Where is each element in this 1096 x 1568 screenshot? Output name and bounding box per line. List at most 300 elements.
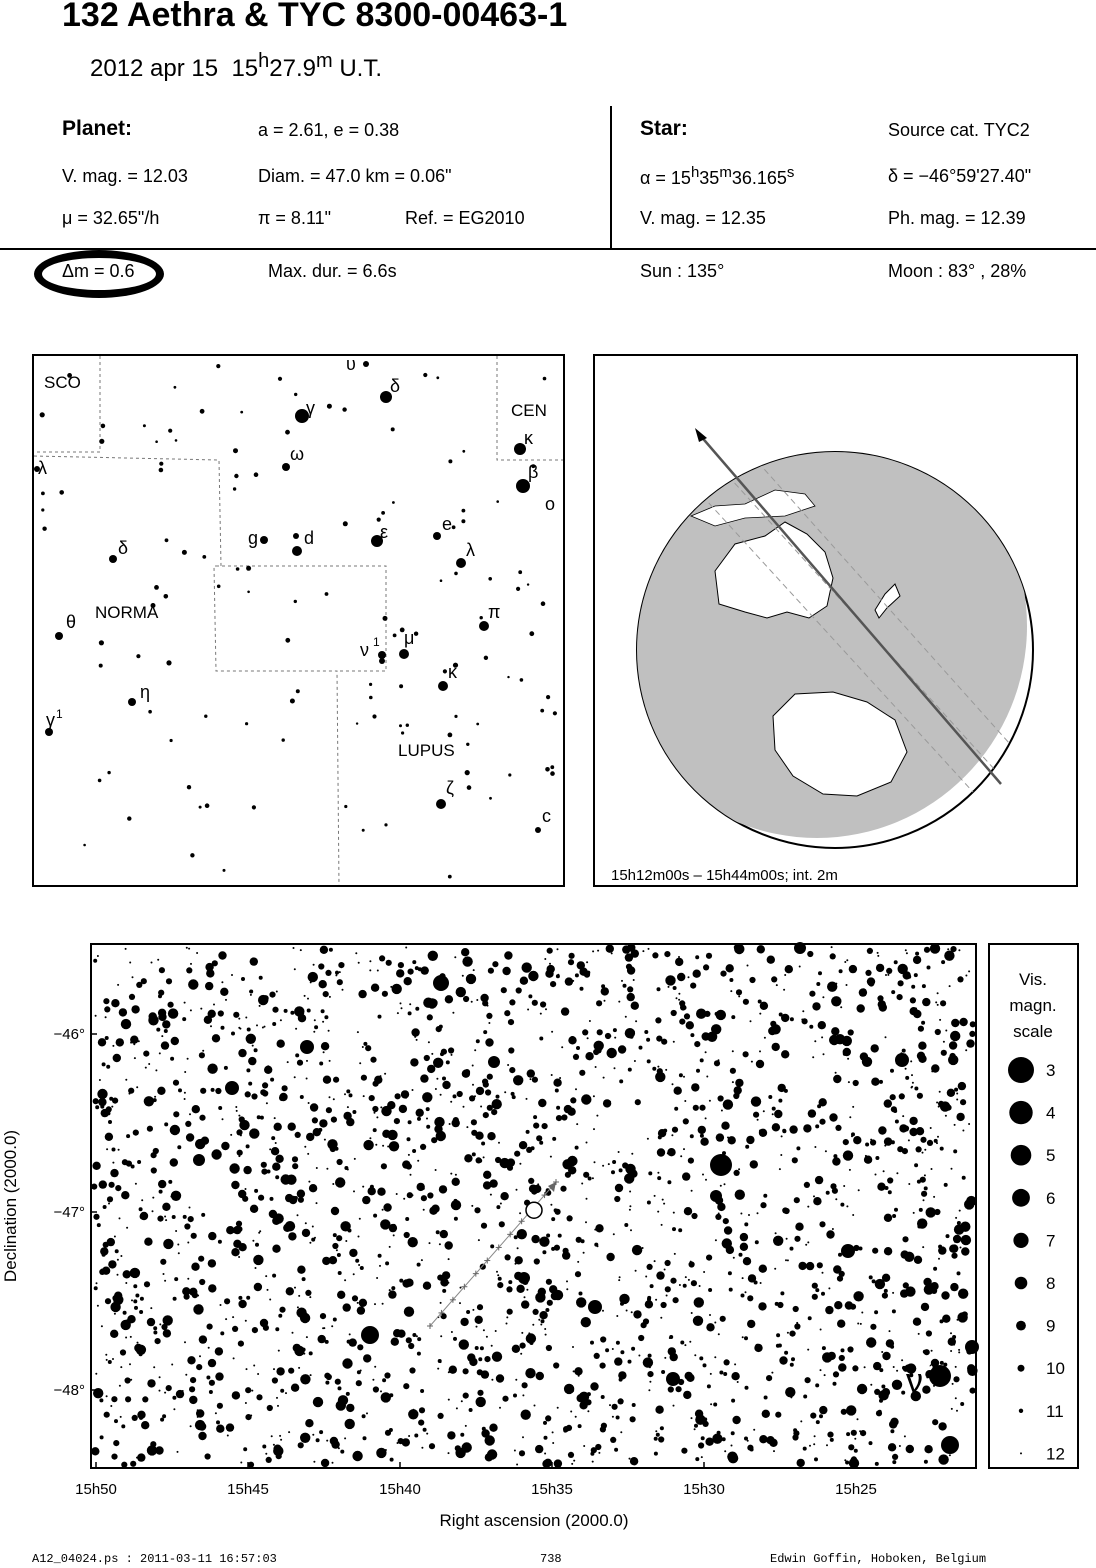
chart-star <box>159 967 165 973</box>
chart-star <box>899 1093 905 1099</box>
chart-star <box>888 1443 896 1451</box>
chart-star <box>798 1262 806 1270</box>
chart-star <box>445 1241 453 1249</box>
chart-star <box>645 1300 653 1308</box>
finder-star <box>423 373 427 377</box>
chart-star <box>906 952 908 954</box>
chart-star <box>476 1087 484 1095</box>
chart-star <box>757 945 765 953</box>
chart-star <box>889 1420 897 1428</box>
chart-star <box>481 1429 489 1437</box>
finder-star <box>282 738 285 741</box>
chart-star <box>374 1076 382 1084</box>
chart-star <box>276 1453 282 1459</box>
chart-star <box>945 1105 951 1111</box>
chart-star <box>423 1209 425 1211</box>
chart-star <box>375 1144 377 1146</box>
chart-star <box>238 1296 242 1300</box>
chart-star <box>602 1310 604 1312</box>
chart-star <box>750 1160 758 1168</box>
chart-star <box>955 1397 957 1399</box>
chart-star <box>101 1269 105 1273</box>
chart-star <box>487 1105 493 1111</box>
chart-star <box>878 1390 888 1400</box>
chart-star <box>951 1168 953 1170</box>
label-zeta: ζ <box>446 778 454 798</box>
chart-star <box>276 1397 278 1399</box>
chart-star <box>526 1098 528 1100</box>
finder-chart-svg <box>34 356 563 885</box>
chart-star <box>935 1001 937 1003</box>
chart-star <box>825 1150 827 1152</box>
chart-star <box>958 1349 960 1351</box>
chart-star <box>348 1229 352 1233</box>
finder-star <box>456 558 466 568</box>
chart-star <box>366 1412 368 1414</box>
chart-star <box>940 1361 944 1365</box>
chart-star <box>152 1210 154 1212</box>
finder-star <box>440 579 443 582</box>
chart-star <box>938 1258 940 1260</box>
chart-star <box>391 1286 395 1290</box>
chart-star <box>137 1411 145 1419</box>
chart-star <box>312 1226 314 1228</box>
chart-star <box>99 1180 107 1188</box>
finder-star <box>379 658 385 664</box>
chart-star <box>808 1316 812 1320</box>
chart-star <box>709 1314 711 1316</box>
chart-star <box>385 1261 389 1265</box>
chart-star <box>857 1323 859 1325</box>
chart-star <box>111 1454 117 1460</box>
chart-star <box>763 1194 767 1198</box>
chart-star <box>819 1221 825 1227</box>
chart-star <box>879 1399 883 1403</box>
chart-star <box>540 1001 546 1007</box>
chart-star <box>384 1073 386 1075</box>
chart-star <box>447 1431 455 1439</box>
chart-star <box>684 1013 690 1019</box>
chart-star <box>789 1331 795 1337</box>
x-tick-label: 15h35 <box>531 1481 573 1498</box>
chart-star <box>306 1078 308 1080</box>
chart-star <box>419 1407 425 1413</box>
chart-star <box>655 1017 661 1023</box>
finder-star <box>294 600 297 603</box>
chart-star <box>362 1196 370 1204</box>
chart-star <box>538 1099 546 1107</box>
chart-star <box>248 1057 256 1065</box>
chart-star <box>965 1340 979 1354</box>
chart-star <box>313 1461 315 1463</box>
star-heading: Star: <box>640 117 688 140</box>
chart-star <box>587 1037 589 1039</box>
chart-star <box>703 964 709 970</box>
chart-star <box>290 1011 294 1015</box>
chart-star <box>920 1177 926 1183</box>
chart-star <box>683 1006 687 1010</box>
chart-star <box>577 1394 585 1402</box>
chart-star <box>420 1074 428 1082</box>
chart-star <box>938 1246 946 1254</box>
chart-star <box>732 1050 734 1052</box>
chart-star <box>956 1099 958 1101</box>
chart-star <box>667 1148 675 1156</box>
chart-star <box>674 1107 678 1111</box>
chart-star <box>646 1038 650 1042</box>
planet-parallax: π = 8.11" <box>258 208 332 228</box>
chart-star <box>937 1136 939 1138</box>
chart-star <box>654 1195 656 1197</box>
chart-star <box>571 1463 573 1465</box>
chart-star <box>378 1254 382 1258</box>
chart-star <box>921 1191 927 1197</box>
chart-star <box>442 1081 450 1089</box>
chart-star <box>601 987 609 995</box>
chart-star <box>459 1302 461 1304</box>
chart-star <box>558 1234 562 1238</box>
chart-star <box>881 1351 883 1353</box>
chart-star <box>575 1416 577 1418</box>
chart-star <box>105 1016 107 1018</box>
chart-star <box>484 1356 490 1362</box>
chart-star <box>207 1324 213 1330</box>
chart-star <box>294 968 296 970</box>
chart-star <box>134 1057 136 1059</box>
chart-star <box>914 973 918 977</box>
chart-star <box>173 1297 177 1301</box>
chart-star <box>611 1170 615 1174</box>
chart-star <box>767 956 775 964</box>
chart-star <box>106 1359 108 1361</box>
chart-star <box>844 961 846 963</box>
chart-star <box>749 977 755 983</box>
chart-star <box>615 1184 623 1192</box>
chart-star <box>614 1067 616 1069</box>
chart-star <box>901 1391 905 1395</box>
y-tick-label: −47° <box>53 1204 85 1221</box>
finder-star <box>391 427 395 431</box>
chart-star <box>344 1093 346 1095</box>
chart-star <box>822 1272 824 1274</box>
chart-star <box>657 1172 659 1174</box>
chart-star <box>245 1091 251 1097</box>
chart-star <box>357 1344 363 1350</box>
chart-star <box>208 1284 216 1292</box>
chart-star <box>487 1074 493 1080</box>
finder-star <box>518 570 522 574</box>
chart-star <box>335 1177 345 1187</box>
chart-star <box>321 1459 329 1467</box>
chart-star <box>559 1077 561 1079</box>
chart-star <box>125 948 127 950</box>
y-tick-label: −46° <box>53 1026 85 1043</box>
chart-star <box>271 1136 275 1140</box>
chart-star <box>934 1139 938 1143</box>
chart-star <box>705 1179 707 1181</box>
chart-star <box>552 1442 554 1444</box>
chart-star <box>961 1235 971 1245</box>
chart-star <box>258 995 268 1005</box>
chart-star <box>276 991 278 993</box>
chart-star <box>365 1045 371 1051</box>
chart-star <box>530 1078 532 1080</box>
chart-star <box>452 1178 460 1186</box>
label-pi: π <box>488 602 501 622</box>
chart-star <box>840 1006 842 1008</box>
chart-star <box>495 1157 501 1163</box>
chart-star <box>335 974 337 976</box>
chart-star <box>562 1251 570 1259</box>
chart-star <box>809 991 815 997</box>
finder-star <box>99 640 104 645</box>
chart-star <box>162 1020 170 1028</box>
finder-star <box>546 695 550 699</box>
chart-star <box>647 1059 651 1063</box>
chart-star <box>428 1041 430 1043</box>
chart-star <box>164 1280 166 1282</box>
chart-star <box>353 1190 355 1192</box>
chart-star <box>324 1015 328 1019</box>
chart-star <box>162 1203 170 1211</box>
chart-star <box>159 1376 161 1378</box>
chart-star <box>701 1436 705 1440</box>
chart-star <box>888 1190 892 1194</box>
chart-star <box>125 1396 131 1402</box>
legend-mag-label: 6 <box>1046 1188 1056 1208</box>
chart-star <box>933 1065 937 1069</box>
chart-star <box>295 1132 301 1138</box>
finder-star <box>325 592 329 596</box>
planet-vmag: V. mag. = 12.03 <box>62 166 188 186</box>
chart-star <box>408 1011 412 1015</box>
chart-star <box>563 1426 569 1432</box>
chart-star <box>528 971 538 981</box>
chart-star <box>137 1453 145 1461</box>
chart-star <box>426 1433 428 1435</box>
chart-star <box>173 1080 179 1086</box>
chart-star <box>926 1330 932 1336</box>
chart-star <box>506 1323 508 1325</box>
chart-star <box>394 1118 400 1124</box>
chart-star <box>428 951 438 961</box>
footer-author: Edwin Goffin, Hoboken, Belgium <box>770 1552 987 1566</box>
chart-star <box>849 965 857 973</box>
chart-star <box>817 1262 823 1268</box>
chart-star <box>433 1058 443 1068</box>
chart-star <box>724 1359 730 1365</box>
chart-star <box>898 964 908 974</box>
chart-star <box>272 1274 276 1278</box>
chart-star <box>466 1126 468 1128</box>
chart-star <box>288 1368 294 1374</box>
chart-star <box>440 1121 442 1123</box>
chart-star <box>168 1180 172 1184</box>
x-tick-label: 15h40 <box>379 1481 421 1498</box>
chart-star <box>141 1421 149 1429</box>
chart-star <box>221 981 223 983</box>
chart-star <box>730 1068 736 1074</box>
chart-star <box>306 1060 308 1062</box>
chart-star <box>154 1096 156 1098</box>
chart-star <box>99 1079 101 1081</box>
chart-star <box>455 1448 465 1458</box>
chart-star <box>594 1353 600 1359</box>
chart-star <box>508 1047 514 1053</box>
chart-star <box>205 963 213 971</box>
chart-star <box>379 1265 381 1267</box>
chart-star <box>405 1217 409 1221</box>
chart-star <box>966 1039 974 1047</box>
chart-star <box>843 1185 845 1187</box>
chart-star <box>941 1291 949 1299</box>
chart-star <box>521 1300 529 1308</box>
chart-star <box>193 1154 205 1166</box>
chart-star <box>532 1074 534 1076</box>
chart-star <box>440 1335 442 1337</box>
const-sco: SCO <box>44 373 81 392</box>
chart-star <box>708 1288 712 1292</box>
chart-star <box>418 1420 424 1426</box>
chart-star <box>280 1019 282 1021</box>
chart-star <box>272 1022 276 1026</box>
chart-star <box>382 1209 384 1211</box>
chart-star <box>126 1134 130 1138</box>
chart-star <box>854 1449 858 1453</box>
chart-star <box>332 1183 334 1185</box>
table-divider-horizontal <box>0 248 1096 250</box>
chart-star <box>231 1248 239 1256</box>
chart-star <box>594 1229 596 1231</box>
chart-star <box>945 1115 947 1117</box>
chart-star <box>347 1340 351 1344</box>
chart-star <box>300 1040 314 1054</box>
chart-star <box>300 1433 310 1443</box>
chart-star <box>593 1128 595 1130</box>
chart-star <box>864 1366 866 1368</box>
chart-star <box>848 1081 850 1083</box>
finder-star <box>155 440 158 443</box>
chart-star <box>619 1079 623 1083</box>
legend-dot <box>1015 1277 1028 1290</box>
chart-star <box>408 1120 412 1124</box>
chart-star <box>931 1168 933 1170</box>
chart-star <box>399 1105 407 1113</box>
chart-star <box>921 1021 925 1025</box>
chart-star <box>442 1289 446 1293</box>
chart-star <box>545 1008 547 1010</box>
chart-star <box>314 1019 316 1021</box>
chart-star <box>775 1232 777 1234</box>
chart-star <box>871 1078 879 1086</box>
const-norma: NORMA <box>95 603 159 622</box>
chart-star <box>102 1062 106 1066</box>
chart-star <box>238 1341 244 1347</box>
chart-star <box>776 984 778 986</box>
chart-star <box>143 1051 149 1057</box>
legend-title: scale <box>1013 1022 1053 1041</box>
chart-star <box>183 1215 187 1219</box>
finder-star <box>168 429 172 433</box>
chart-star <box>161 1035 163 1037</box>
chart-star <box>742 1277 744 1279</box>
chart-star <box>834 1301 842 1309</box>
label-eta: η <box>140 682 151 702</box>
chart-star <box>679 1073 683 1077</box>
chart-star <box>522 962 532 972</box>
finder-star <box>200 409 205 414</box>
chart-star <box>240 1134 242 1136</box>
chart-star <box>911 1087 913 1089</box>
planet-heading: Planet: <box>62 117 133 140</box>
chart-star <box>540 1013 542 1015</box>
chart-star <box>691 1417 693 1419</box>
chart-star <box>433 975 449 991</box>
finder-star <box>252 805 256 809</box>
legend-dot <box>1016 1321 1026 1331</box>
chart-star <box>318 1128 322 1132</box>
chart-star <box>910 1007 918 1015</box>
chart-star <box>363 1436 367 1440</box>
chart-star <box>481 1371 487 1377</box>
chart-star <box>170 1125 180 1135</box>
chart-star <box>515 1256 523 1264</box>
chart-star <box>235 1106 237 1108</box>
chart-star <box>958 949 960 951</box>
finder-star <box>443 669 447 673</box>
chart-star <box>262 1445 266 1449</box>
chart-star <box>408 969 414 975</box>
chart-star <box>267 1170 271 1174</box>
chart-star <box>772 1123 780 1131</box>
chart-star <box>302 1229 310 1237</box>
chart-star <box>277 1405 279 1407</box>
y-tick-label: −48° <box>53 1382 85 1399</box>
chart-star <box>657 1066 659 1068</box>
chart-star <box>504 1091 506 1093</box>
finder-star <box>55 632 63 640</box>
chart-star <box>121 1462 127 1468</box>
chart-star <box>483 1156 485 1158</box>
chart-star <box>134 1306 138 1310</box>
chart-star <box>857 1384 867 1394</box>
chart-star <box>802 1018 808 1024</box>
finder-star <box>127 816 131 820</box>
chart-star <box>657 1211 659 1213</box>
chart-star <box>555 1089 559 1093</box>
chart-star <box>130 1336 132 1338</box>
chart-star <box>794 942 806 954</box>
legend-dot <box>1013 1233 1028 1248</box>
chart-star <box>208 1259 216 1267</box>
page-title: 132 Aethra & TYC 8300-00463-1 <box>62 0 568 34</box>
chart-star <box>107 1196 113 1202</box>
chart-star <box>809 1445 811 1447</box>
chart-star <box>655 1430 657 1432</box>
chart-star <box>346 1392 350 1396</box>
chart-star <box>638 1335 644 1341</box>
chart-star <box>117 1259 119 1261</box>
chart-star <box>325 970 331 976</box>
chart-star <box>723 1099 733 1109</box>
chart-star <box>363 1140 373 1150</box>
chart-star <box>793 1430 799 1436</box>
chart-star <box>423 998 433 1008</box>
chart-star <box>673 1405 675 1407</box>
chart-star <box>412 1089 414 1091</box>
chart-star <box>417 1183 425 1191</box>
chart-star <box>771 976 777 982</box>
